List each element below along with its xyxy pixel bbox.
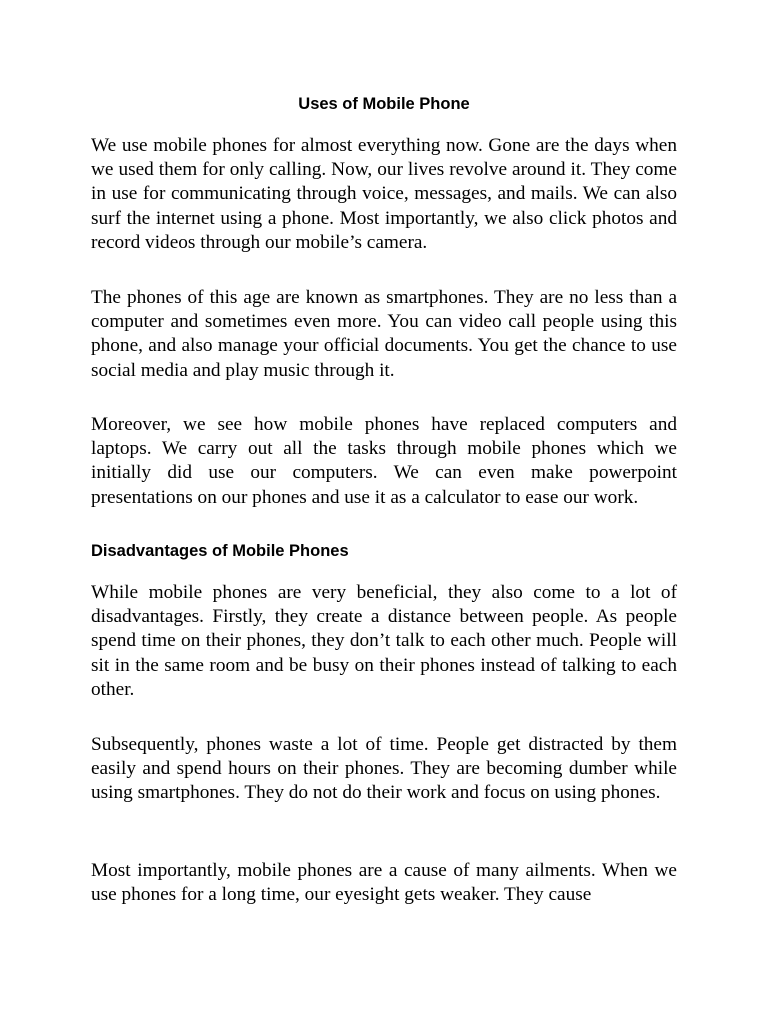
paragraph-ailments: Most importantly, mobile phones are a cause of many ailments. When we use phones for a long time, our eyesight gets weaker. They cause bbox=[91, 860, 677, 906]
paragraph-uses-overview: We use mobile phones for almost everything now. Gone are the days when we used them for only calling. Now, our lives revolve around it. They come in use for communicating through voice, messages, and mails. We can also surf the internet using a phone. Most importantly, we also click photos and record videos through our mobile’s camera. bbox=[91, 135, 677, 253]
paragraph-replaced-computers: Moreover, we see how mobile phones have replaced computers and laptops. We carry out all the tasks through mobile phones which we initially did use our computers. We can even make powerpoint presentations on our phones and use it as a calculator to ease our work. bbox=[91, 414, 677, 508]
document-page bbox=[91, 0, 677, 1024]
document-title: Uses of Mobile Phone bbox=[298, 95, 470, 113]
paragraph-disadvantages-distance: While mobile phones are very beneficial, they also come to a lot of disadvantages. Firstly, they create a distance between people. As people spend time on their phones, they don’t talk to each other much. People will sit in the same room and be busy on their phones instead of talking to each other. bbox=[91, 582, 677, 700]
paragraph-smartphones: The phones of this age are known as smartphones. They are no less than a computer and sometimes even more. You can video call people using this phone, and also manage your official documents. You get the chance to use social media and play music through it. bbox=[91, 287, 677, 381]
paragraph-waste-time: Subsequently, phones waste a lot of time. People get distracted by them easily and spend hours on their phones. They are becoming dumber while using smartphones. They do not do their work and focus on using phones. bbox=[91, 734, 677, 804]
section-heading-disadvantages: Disadvantages of Mobile Phones bbox=[91, 542, 349, 560]
